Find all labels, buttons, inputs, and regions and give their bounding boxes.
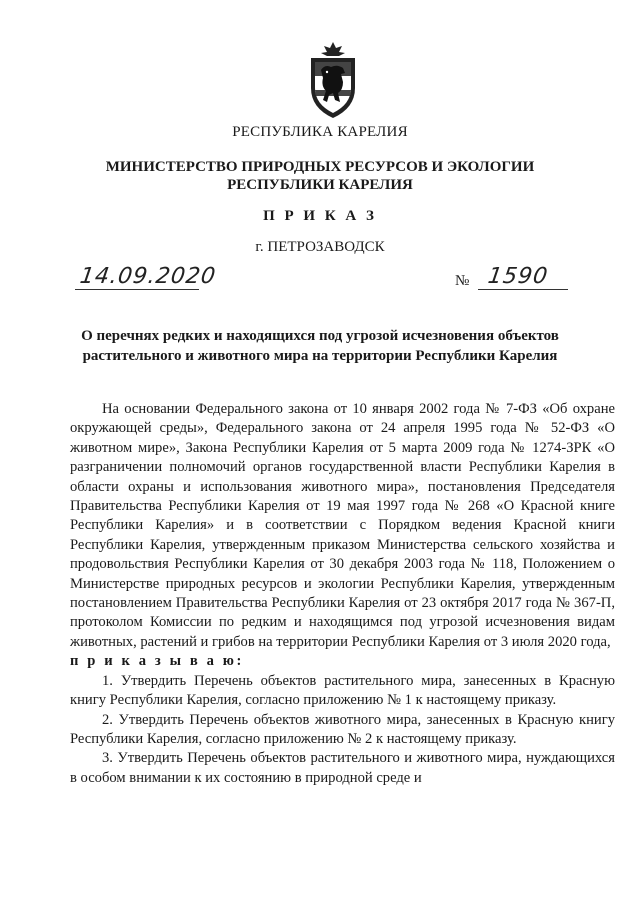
handwritten-number: 1590	[486, 264, 550, 289]
item-3-paragraph: 3. Утвердить Перечень объектов растительного и животного мира, нуждающихся в особом внимании к их состоянию в природной среде и	[70, 750, 615, 786]
document-subject	[0, 326, 640, 366]
document-type: П Р И К А З	[263, 208, 377, 224]
date-underline	[75, 289, 199, 290]
handwritten-date: 14.09.2020	[78, 264, 218, 289]
item-1-paragraph: 1. Утвердить Перечень объектов растительного мира, занесенных в Красную книгу Республики Карелия, согласно приложению № 1 к настоящему приказу.	[70, 672, 615, 709]
preamble-paragraph: На основании Федерального закона от 10 января 2002 года № 7-ФЗ «Об охране окружающей среды», Федерального закона от 24 апреля 1995 года № 52-ФЗ «О животном мире», Закона Республики Карелия от 5 марта 2009 года № 1274-ЗРК «О разграничении полномочий органов государственной власти Республики Карелия в области охраны и использования животного мира», постановления Председателя Правительства Республики Карелия от 19 мая 1997 года № 268 «О Красной книге Республики Карелия» и в соответствии с Порядком ведения Красной книги Республики Карелия, утвержденным приказом Министерства сельского хозяйства и продовольствия Республики Карелия от 30 декабря 2003 года № 118, Положением о Министерстве природных ресурсов и экологии Республики Карелия, утвержденным постановлением Правительства Республики Карелия от 23 октября 2017 года № 367-П, протоколом Комиссии по редким и находящимся под угрозой исчезновения видам животных, растений и грибов на территории Республики Карелия от 3 июля 2020 года,	[70, 401, 615, 650]
subject-line1: О перечнях редких и находящихся под угрозой исчезновения объектов	[81, 328, 559, 344]
decree-word: п р и к а з ы в а ю:	[70, 653, 244, 670]
city: г. ПЕТРОЗАВОДСК	[255, 239, 385, 255]
document-body	[70, 400, 615, 788]
ministry-name	[0, 158, 640, 194]
ministry-name-line1: МИНИСТЕРСТВО ПРИРОДНЫХ РЕСУРСОВ И ЭКОЛОГИИ	[105, 159, 535, 175]
subject-line2: растительного и животного мира на территории Республики Карелия	[82, 348, 558, 364]
ministry-name-line2: РЕСПУБЛИКИ КАРЕЛИЯ	[227, 177, 413, 193]
republic-name: РЕСПУБЛИКА КАРЕЛИЯ	[232, 124, 408, 140]
number-underline	[478, 289, 568, 290]
coat-of-arms-emblem	[303, 40, 363, 120]
number-sign: №	[455, 273, 470, 289]
item-2-paragraph: 2. Утвердить Перечень объектов животного мира, занесенных в Красную книгу Республики Карелия, согласно приложению № 2 к настоящему приказу.	[70, 711, 615, 747]
